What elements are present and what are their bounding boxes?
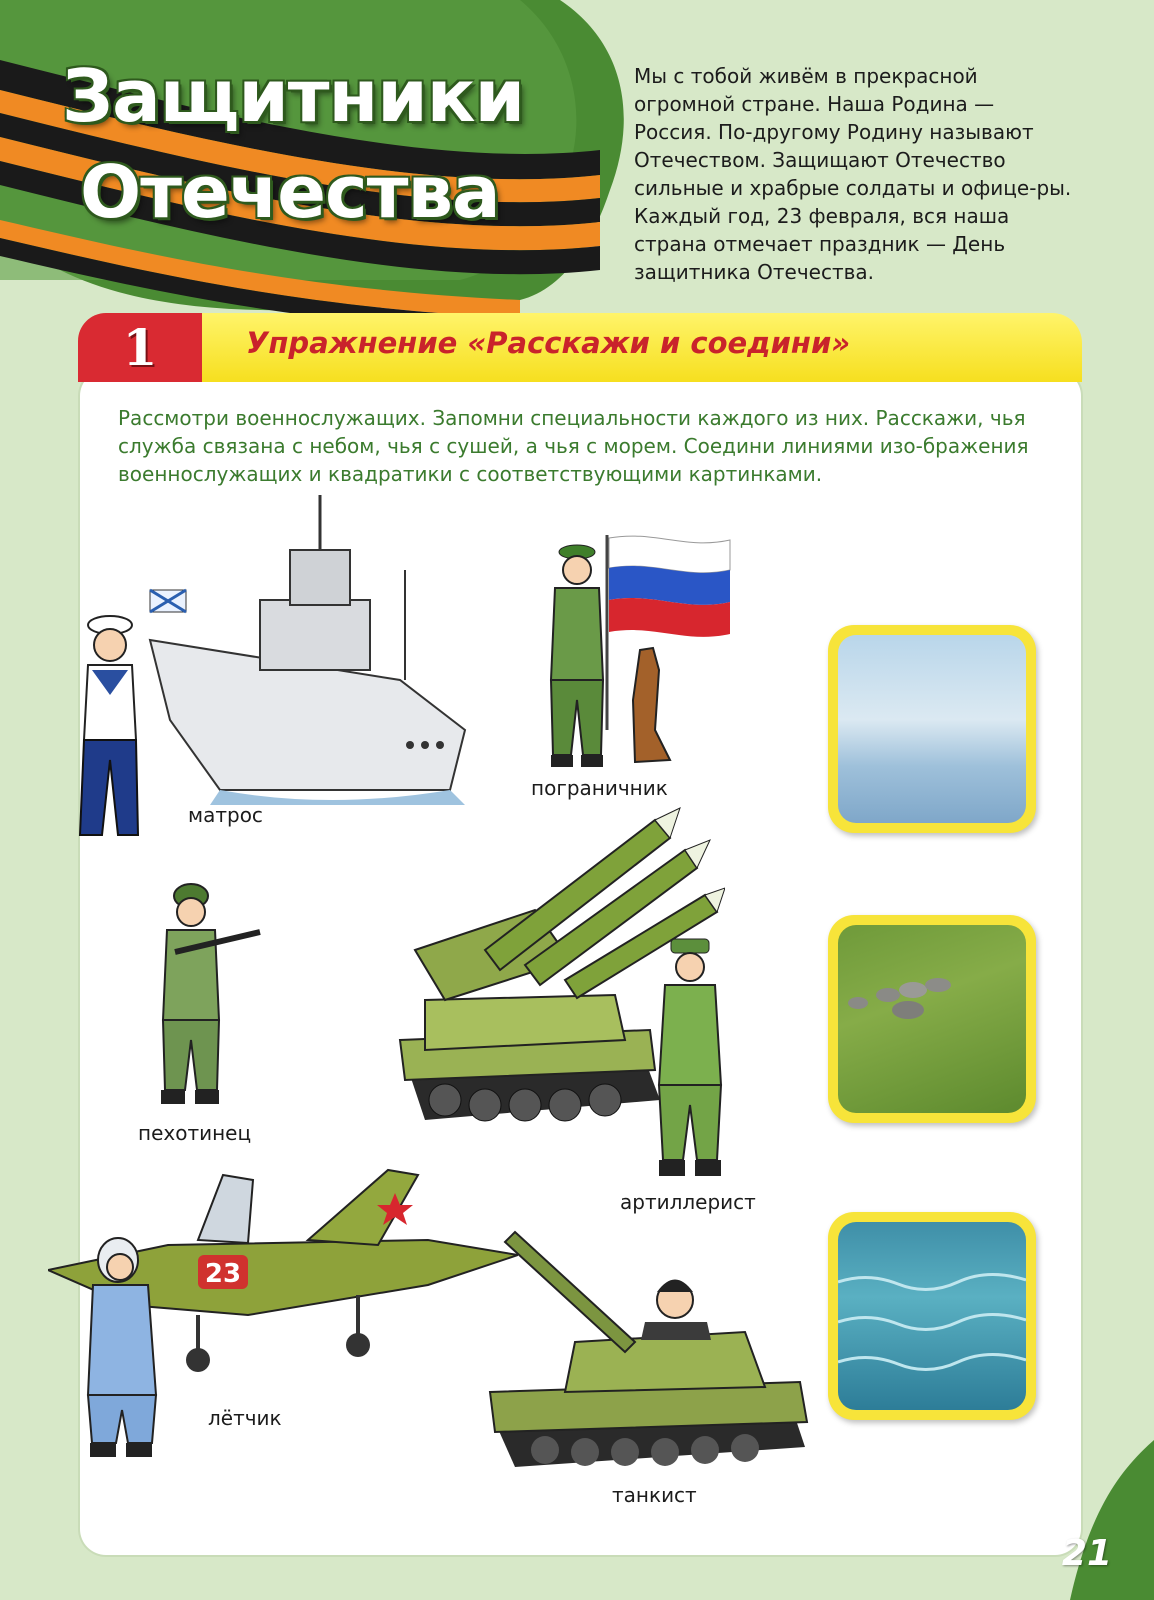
artilleryman-figure-icon <box>659 939 721 1176</box>
land-picture <box>838 925 1026 1113</box>
border-guard-illustration <box>535 530 735 775</box>
tank-icon <box>490 1232 807 1467</box>
pilot-with-jet-illustration <box>48 1165 518 1465</box>
sea-answer-square[interactable] <box>828 1212 1036 1420</box>
exercise-title: Упражнение «Расскажи и соедини» <box>246 326 851 360</box>
caption-tankman: танкист <box>612 1483 697 1507</box>
tank-illustration <box>485 1222 815 1472</box>
sea-picture <box>838 1222 1026 1410</box>
sky-picture <box>838 635 1026 823</box>
caption-infantryman: пехотинец <box>138 1121 252 1145</box>
title-line-2: Отечества <box>80 150 500 234</box>
jet-number-label: 23 <box>204 1259 242 1289</box>
exercise-task-text: Рассмотри военнослужащих. Запомни специальности каждого из них. Расскажи, чья служба связана с небом, чья с сушей, а чья с морем. Соедини линиями изо-бражения военнослужащих и квадратики с соответствующими картинками. <box>118 406 1029 486</box>
russian-flag-icon <box>607 535 730 730</box>
infantryman-figure-icon <box>161 884 260 1104</box>
title-line-1: Защитники <box>62 54 525 138</box>
stones-icon <box>838 925 1026 1113</box>
infantryman-illustration <box>145 880 265 1115</box>
dog-icon <box>633 648 670 762</box>
border-guard-figure-icon <box>551 545 603 767</box>
page-number: 21 <box>1061 1533 1112 1574</box>
caption-artilleryman: артиллерист <box>620 1190 756 1214</box>
sky-answer-square[interactable] <box>828 625 1036 833</box>
exercise-number: 1 <box>78 313 202 382</box>
sailor-figure-icon <box>80 616 138 835</box>
waves-icon <box>838 1222 1026 1410</box>
sailor-with-ship-illustration <box>70 490 470 850</box>
caption-pilot: лётчик <box>208 1406 282 1430</box>
land-answer-square[interactable] <box>828 915 1036 1123</box>
page-title <box>62 48 602 240</box>
intro-paragraph: Мы с тобой живём в прекрасной огромной стране. Наша Родина — Россия. По-другому Родину называют Отечеством. Защищают Отечество сильные и храбрые солдаты и офице-ры. Каждый год, 23 февраля, вся наша страна отмечает праздник — День защитника Отечества. <box>634 64 1072 284</box>
artilleryman-illustration <box>645 935 745 1185</box>
caption-sailor: матрос <box>188 803 263 827</box>
caption-border-guard: пограничник <box>531 776 668 800</box>
warship-icon <box>150 495 465 805</box>
